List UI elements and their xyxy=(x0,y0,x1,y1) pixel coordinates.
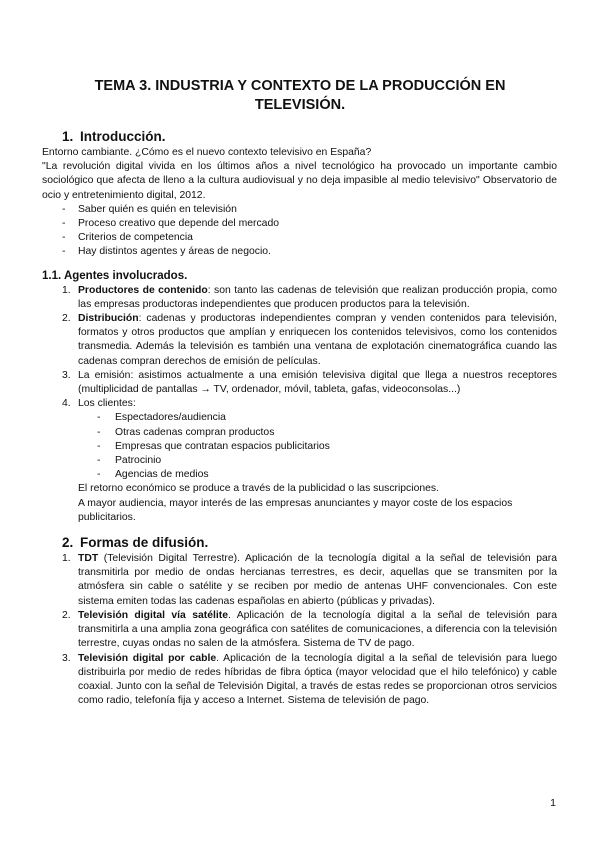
section-heading-formas-difusion: 2. Formas de difusión. xyxy=(62,535,209,551)
list-item: 1. Productores de contenido: son tanto las cadenas de televisión que realizan producción propia, como las empresas productoras independientes que producen productos para la televisión. xyxy=(62,284,558,310)
section-heading-introduccion: 1. Introducción. xyxy=(62,129,166,144)
clients-list xyxy=(42,411,557,482)
list-item: 3. La emisión: asistimos actualmente a una emisión televisiva digital que llega a nuestros receptores (multiplicidad de pantallas → TV, ordenador, móvil, tableta, gafas, videoconsolas...) xyxy=(62,369,557,396)
list-item: - Empresas que contratan espacios publicitarios xyxy=(42,440,557,454)
list-item: - Saber quién es quién en televisión xyxy=(42,203,557,217)
list-item: 4. Los clientes: xyxy=(62,398,136,410)
intro-line: Entorno cambiante. ¿Cómo es el nuevo contexto televisivo en España? xyxy=(42,147,372,158)
list-item: - Proceso creativo que depende del mercado xyxy=(42,217,557,231)
list-item: - Criterios de competencia xyxy=(42,231,557,245)
list-item: - Patrocinio xyxy=(42,454,557,468)
list-item: - Agencias de medios xyxy=(42,468,557,482)
list-item: 2. Televisión digital vía satélite. Aplicación de la tecnología digital a la señal de televisión para transmitirla a una amplia zona geográfica con satélites de comunicaciones, a diferencia con la televisión terrestre, cuyas ondas no salen de la atmósfera. Sistema de TV de pago. xyxy=(62,609,557,650)
list-item: - Otras cadenas compran productos xyxy=(42,426,557,440)
document-title: TEMA 3. INDUSTRIA Y CONTEXTO DE LA PRODUCCIÓN EN TELEVISIÓN. xyxy=(94,78,506,113)
agents-list xyxy=(42,284,557,412)
subsection-heading-agentes: 1.1. Agentes involucrados. xyxy=(42,269,188,282)
page-number: 1 xyxy=(550,797,556,809)
list-item: 1. TDT (Televisión Digital Terrestre). Aplicación de la tecnología digital a la señal de televisión para transmitirla por medio de ondas hercianas terrestres, es decir, aquellas que se transmiten por la atmósfera sin cable o satélite y se reciben por medio de antenas UHF convencionales. Con este sistema emiten todas las cadenas españolas en abierto (públicas y privadas). xyxy=(62,553,557,607)
quote-paragraph: "La revolución digital vivida en los últimos años a nivel tecnológico ha provocado un importante cambio sociológico que afecta de lleno a la cultura audiovisual y no deja impasible al medio televisivo" Observatorio de ocio y entretenimiento digital, 2012. xyxy=(42,161,557,201)
return-note: El retorno económico se produce a través de la publicidad o las suscripciones. xyxy=(78,483,439,495)
document-body xyxy=(42,128,557,708)
audience-note: A mayor audiencia, mayor interés de las empresas anunciantes y mayor coste de los espacios publicitarios. xyxy=(78,497,513,523)
broadcast-forms-list xyxy=(42,552,557,708)
list-item: 3. Televisión digital por cable. Aplicación de la tecnología digital a la señal de televisión para luego distribuirla por medio de redes híbridas de fibra óptica (mayor velocidad que el hilo telefónico) y cable coaxial. Junto con la señal de Televisión Digital, a través de estas redes se proporcionan otros servicios como radio, telefonía fija y acceso a Internet. Sistema de televisión de pago. xyxy=(62,652,557,707)
list-item: - Hay distintos agentes y áreas de negocio. xyxy=(42,245,557,259)
intro-bullet-list xyxy=(42,203,557,260)
list-item: 2. Distribución: cadenas y productoras independientes compran y venden contenidos para televisión, formatos y otros productos que amplían y enriquecen los contenidos televisivos, como los contenidos transmedia. Además la televisión es también una ventana de explotación cinematográfica cuando las cadenas compran derechos de emisión de películas. xyxy=(62,313,557,367)
list-item: - Espectadores/audiencia xyxy=(42,411,557,425)
